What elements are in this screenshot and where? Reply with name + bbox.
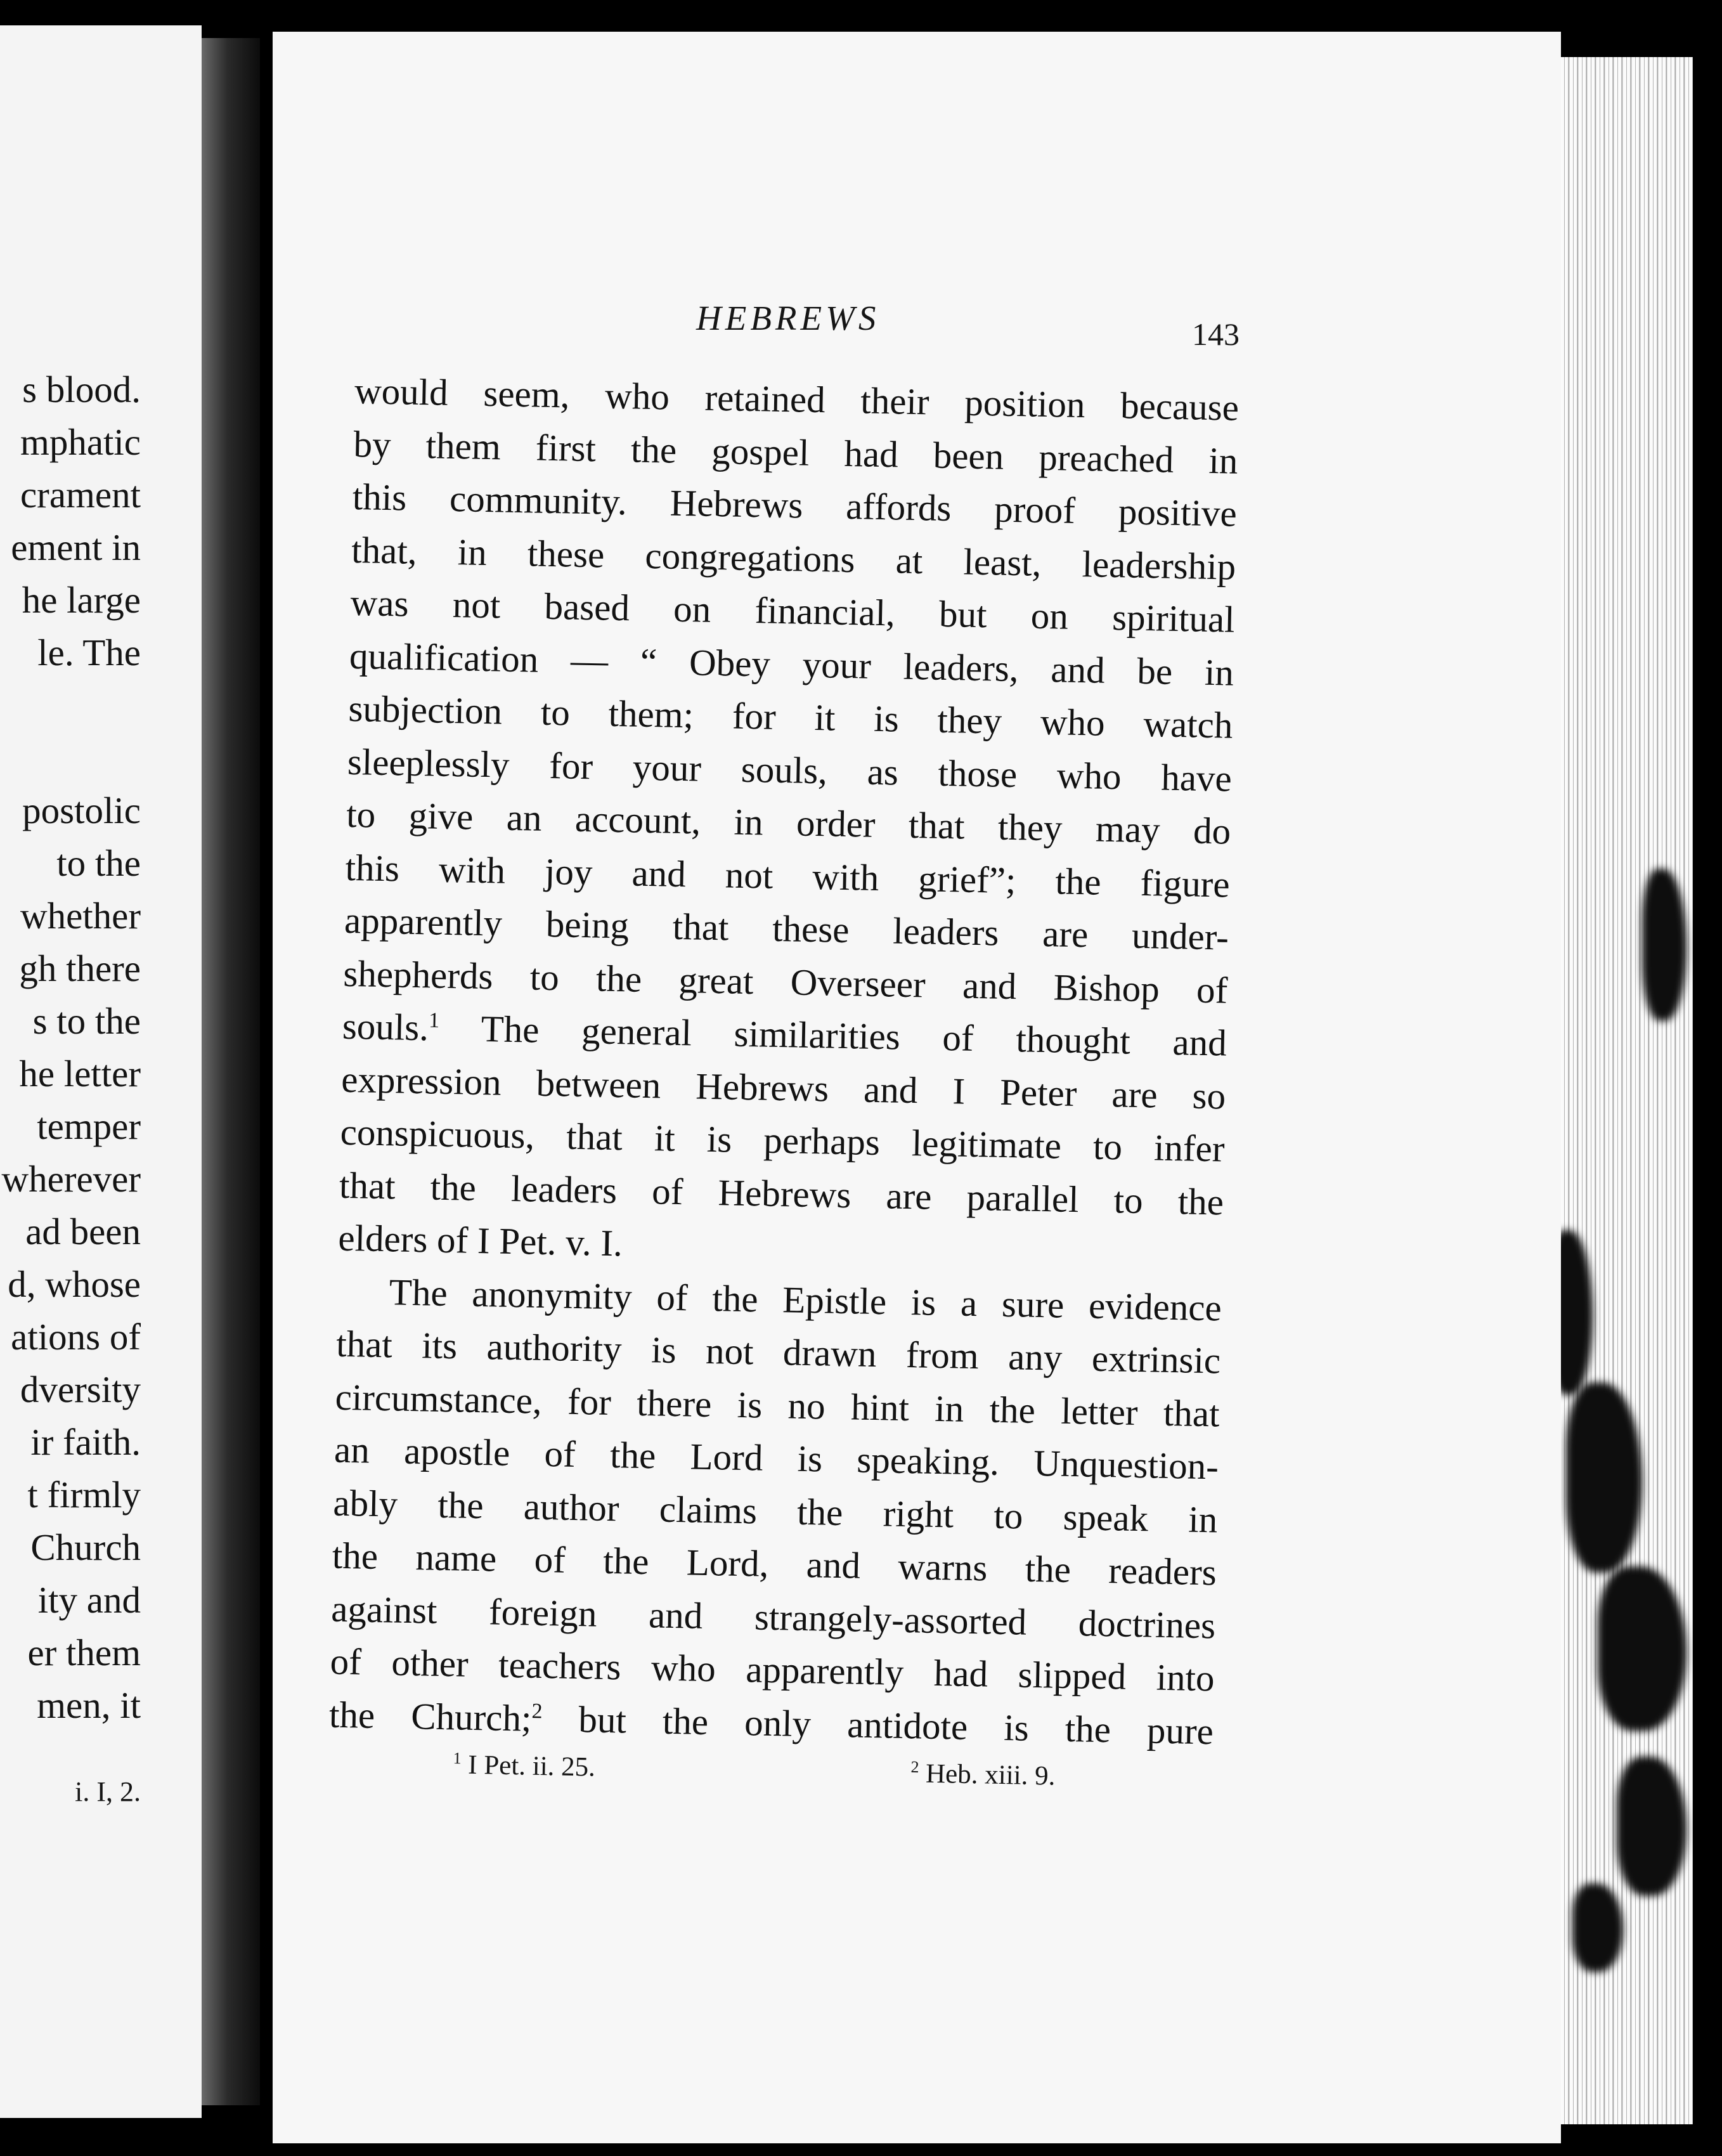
footnote-1-text: I Pet. ii. 25.	[467, 1750, 596, 1783]
left-line: men, it	[37, 1684, 141, 1726]
left-line: ations of	[11, 1316, 141, 1358]
left-line: ad been	[25, 1211, 141, 1252]
text-line: the name of the Lord, and warns the readers	[332, 1534, 1217, 1594]
text-line: against foreign and strangely-assorted doctrines	[330, 1587, 1216, 1646]
text-line: that its authority is not drawn from any extrinsic	[335, 1322, 1221, 1382]
left-line: t firmly	[27, 1474, 141, 1516]
footnote-1-mark: 1	[453, 1749, 462, 1768]
book-gutter	[202, 38, 260, 2105]
text-line: expression between Hebrews and I Peter are so	[340, 1058, 1226, 1117]
text-line: by them first the gospel had been preached in	[353, 422, 1238, 482]
left-line: le. The	[37, 632, 141, 673]
left-line: Church	[30, 1526, 141, 1568]
left-line: temper	[37, 1105, 141, 1147]
left-page	[0, 25, 202, 2118]
souls-word: souls.	[342, 1004, 429, 1049]
left-line: whether	[20, 895, 141, 937]
text-line: would seem, who retained their position because	[354, 369, 1240, 429]
running-head: HEBREWS	[696, 299, 880, 337]
text-line: of other teachers who apparently had slipped into	[330, 1640, 1215, 1699]
text-line: to give an account, in order that they may do	[346, 793, 1231, 852]
page-edges	[1547, 57, 1693, 2124]
left-line: wherever	[1, 1158, 141, 1200]
line-remainder: but the only antidote is the pure	[578, 1698, 1214, 1752]
text-line: apparently being that these leaders are under-	[344, 899, 1229, 958]
left-line: he letter	[19, 1053, 141, 1094]
left-line: ement in	[11, 526, 141, 568]
text-line: shepherds to the great Overseer and Bishop of	[342, 952, 1228, 1011]
text-line: The anonymity of the Epistle is a sure evidence	[389, 1270, 1222, 1329]
text-line: this community. Hebrews affords proof positive	[352, 475, 1238, 535]
left-line: ir faith.	[30, 1421, 141, 1463]
page-body	[328, 365, 1239, 1758]
footnote-1	[453, 1749, 595, 1783]
left-line: dversity	[20, 1368, 141, 1410]
text-line: qualification — “ Obey your leaders, and be in	[349, 634, 1234, 694]
left-line: d, whose	[8, 1263, 141, 1305]
text-line: ably the author claims the right to speak in	[332, 1481, 1218, 1540]
footnote-ref-1: 1	[428, 1008, 440, 1033]
left-line: ity and	[37, 1579, 141, 1621]
text-line: circumstance, for there is no hint in the letter that	[335, 1375, 1220, 1434]
left-line: s blood.	[22, 368, 141, 410]
footnote-2	[910, 1758, 1056, 1792]
left-line: to the	[56, 842, 141, 884]
page-number: 143	[1192, 316, 1240, 352]
footnote-2-mark: 2	[910, 1757, 919, 1777]
left-page-footnote: i. I, 2.	[75, 1776, 141, 1807]
left-line: he large	[22, 579, 141, 621]
left-line: postolic	[22, 789, 141, 831]
left-line: s to the	[32, 1000, 141, 1042]
text-line: that, in these congregations at least, leadership	[351, 528, 1236, 588]
church-word: the Church;	[328, 1693, 533, 1739]
line-remainder: The general similarities of thought and	[481, 1008, 1227, 1064]
footnote-2-text: Heb. xiii. 9.	[925, 1758, 1056, 1791]
left-line: er them	[27, 1632, 141, 1673]
left-line: crament	[20, 474, 141, 516]
text-line: elders of I Pet. v. I.	[337, 1216, 623, 1264]
text-line: sleeplessly for your souls, as those who have	[347, 740, 1233, 800]
text-line: that the leaders of Hebrews are parallel to the	[339, 1164, 1224, 1223]
text-line: was not based on financial, but on spiritual	[350, 581, 1236, 640]
text-line: conspicuous, that it is perhaps legitimate to infer	[340, 1110, 1226, 1170]
left-line: gh there	[19, 947, 141, 989]
text-line: subjection to them; for it is they who watch	[347, 687, 1233, 746]
text-line: this with joy and not with grief”; the figure	[345, 846, 1231, 906]
left-line: mphatic	[20, 421, 141, 463]
footnote-ref-2: 2	[531, 1699, 543, 1723]
text-line: an apostle of the Lord is speaking. Unquestion-	[333, 1428, 1219, 1488]
